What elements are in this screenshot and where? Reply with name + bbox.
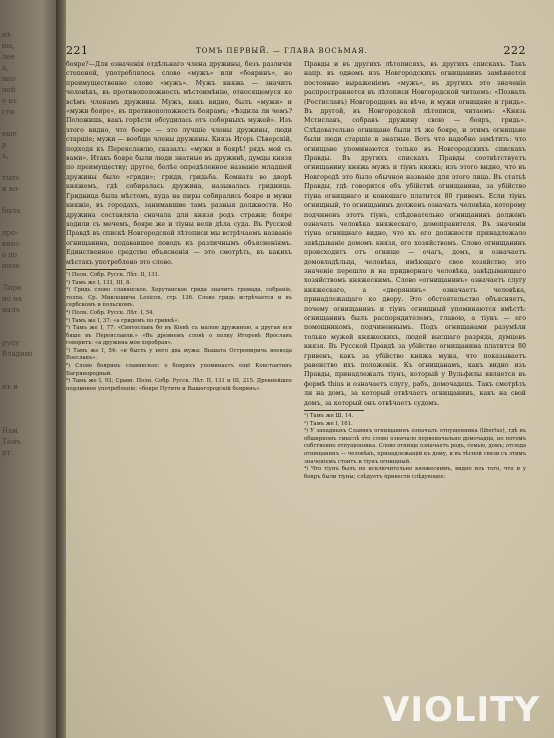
- right-column-body: Правды и въ другихъ лѣтописяхъ, въ другихъ спискахъ. Такъ напр. въ одномъ изъ Новгородскихъ огнищанинъ замѣняется постоянно выраженіемъ «мужъ», въ другихъ это значеніе распространяется въ лѣтописи Новгородской читаемъ: «Позвалъ (Ростиславъ) Новгородцевъ на вѣче, и мужи огнищане и гридь». Въ другой, въ Новгородской лѣтописи, читаемъ: «Князь Мстиславъ, собравъ дружину свою — бояръ, гридь». Слѣдовательно огнищане были тѣ же бояре, и этимъ огнищане были люди старшіе и знатные. Вотъ что надобно замѣтить: что огнищане упоминаются только въ Новгородскихъ спискахъ Правды. Въ другихъ спискахъ Правды соотвѣтствуетъ огнищанину княжь мужъ и тіунъ княжь; изъ этого видно, что въ Новгородѣ это было обычное названіе для этого лица. Въ статьѣ Правды, гдѣ говорится объ убійствѣ огнищанина, за убійство тіуна огнищнаго и конюшаго платится 80 гривенъ. Если тіунъ огнищный, то огнищанинъ долженъ означать человѣка, которому подчиненъ этотъ тіунъ, слѣдовательно огнищанинъ долженъ означать человѣка княжескаго, домоправителя. Въ значеніи тіуна огнищнаго видно, что къ его должности принадлежало завѣдываніе домомъ князя, его хозяйствомъ. Слово огнищанинъ происходитъ отъ огнище — очагъ, домъ, и означаетъ домовладѣльца, человѣка, имѣющаго свое хозяйство; это значеніе перешло и на придворнаго человѣка, завѣдывающаго хозяйствомъ княжескимъ. Слово «огнищанинъ» означаетъ слугу княжескаго, а «дворянинъ» означаетъ человѣка, принадлежащаго ко двору. Это обстоятельство объясняетъ, почему огнищанинъ и тіунъ огнищный упоминаются вмѣстѣ: огнищанинъ былъ распорядителемъ, главою, а тіунъ — его помощникомъ, подчиненнымъ. Подъ огнищанами разумѣли только мужей княжескихъ, людей высшаго разряда, думцевъ князя. Въ Русской Правдѣ за убійство огнищанина платится 80 гривенъ, какъ за убійство княжа мужа, что показываетъ равенство ихъ положенія. Къ огнищанамъ, какъ видно изъ Правды, принадлежалъ тіунъ, который у Вульфилы является въ формѣ thius и означаетъ слугу, рабъ, домочадецъ. Такъ смотрѣть ли на домъ, за который отвѣчаетъ огнищанинъ, какъ на свой домъ, за который онъ отвѣчаетъ судомъ.: [304, 61, 526, 407]
- right-column-footnotes: ¹) Тамъ же Ш, 14. ²) Тамъ же I, 161. ³) У западныхъ Славянъ огнищанинъ означалъ отпущенника (libertus), гдѣ въ обширномъ смыслѣ это слово означало первоначально домочадца, но потомъ собственно отпущенника. Слово огнище означаетъ родъ, семью, домъ; отсюда огнищанинъ — человѣкъ, принадлежащій къ дому, и въ тѣсной связи съ этимъ значеніемъ стоитъ и тіунъ огнищный. ⁴) Что тіунъ былъ не исключительно княжескимъ, видно изъ того, что и у бояръ были тіуны; слѣдуетъ привести слѣдующее:: [304, 413, 526, 480]
- running-title: ТОМЪ ПЕРВЫЙ. — ГЛАВА ВОСЬМАЯ.: [196, 47, 368, 55]
- footnote-divider-left: [66, 269, 126, 270]
- left-column-body: бояре?—Для означенія отдѣльнаго члена дружины, безъ различія степеней, употреблялось слово «мужъ» или «бояринъ», но преимущественно слово «мужъ». Мужъ княжь — значить человѣкъ, въ противоположность мѣстоимѣнію, относящемуся ко всѣмъ членамъ дружины. Мужъ, какъ видно, былъ «мужи» и «мужи бояре», въ противоположность боярамъ; «Ѣздила ли чемъ? Положишь, какъ горѣсти обсудилась отъ соборныхъ мужей». Изъ этого видно, что бояре — это лучшіе члены дружины, люди старшіе; мужи — вообще члены дружины. Князь Игорь Сѣверскій, подходя къ Переяславлю, сказалъ: «мужи и боярѣ! рядъ мой съ вами». Итакъ бояре были люди знатные въ дружинѣ, думцы князя по преимуществу; другое, болѣе опредѣленное названіе младшей дружины было «гриди»; гриди, гридьба. Комната во дворѣ княжемъ, гдѣ собиралась дружина, называлась гридница. Гридница была мѣстомъ, куда на пиры собирались бояре и мужи княжіе, въ городахъ, занимавшие тамъ разныя должности. Но дружина составляла сначала для князя родъ стражи; бояре ходили съ мечемъ, бояре же и тіуны вели дѣла суда. Въ Русской Правдѣ въ спискѣ Новгородской лѣтописи мы встрѣчаемъ названіе огнищанина, подававшее поводъ къ различнымъ объясненіямъ. Единственное средство объясненія — это смотрѣть, въ какихъ мѣстахъ употреблено это слово.: [66, 61, 292, 266]
- left-column: [66, 60, 292, 710]
- right-column: [304, 60, 526, 730]
- left-page-edge: [0, 0, 60, 738]
- page-number-left: 221: [66, 44, 89, 57]
- watermark-text: VIOLITY: [383, 690, 540, 730]
- violity-watermark: [383, 690, 540, 730]
- page-header: [66, 44, 554, 60]
- left-page-edge-text: нѣ ны, лее я, нно пой о въ сти еще р ъ, тыхъ и ко- была про- вино о до иное Лира но на нялъ рупу Владимі нъ и Нам Тамъ рт: [2, 31, 33, 457]
- footnote-divider-right: [304, 410, 364, 411]
- book-page: [66, 0, 554, 738]
- left-column-footnotes: ¹) Полн. Собр. Русск. Лѣт. II, 131. ²) Тамъ же I, 131, III, 8. ³) Гридь слово славянское. Хорутанское грида значитъ громада, собраніе, толпа. Ср. Миклошича Lexicon, стр. 136. Слово гридь встрѣчается и въ сербскомъ и польскомъ. ⁴) Полн. Собр. Русск. Лѣт. I, 54. ⁵) Тамъ же I, 37: «а гридемъ по гривнѣ». ⁶) Тамъ же I, 77: «Святославъ бо въ Кіевѣ съ малою дружиною, а другая вся бяше въ Переяславли.» «Въ древнемъ словѣ о полку Игоревѣ Ярославъ говоритъ: «а дружина моя хоробрая». ⁷) Тамъ же I, 54: «и бысть у него два мужа: Вышата Остромиричь воевода Воеславъ». ⁸) Слово бояринъ славянское; о бояряхъ упоминаетъ ещё Константинъ Багрянородный. ⁹) Тамъ же I, 93; Сравн. Полн. Собр. Русск. Лѣт. II, 131 и III, 215. Древнейшее подлинное употребленіе: «бояре Путяти и Вышегородскій бояринъ».: [66, 271, 292, 392]
- page-number-right: 222: [503, 44, 526, 57]
